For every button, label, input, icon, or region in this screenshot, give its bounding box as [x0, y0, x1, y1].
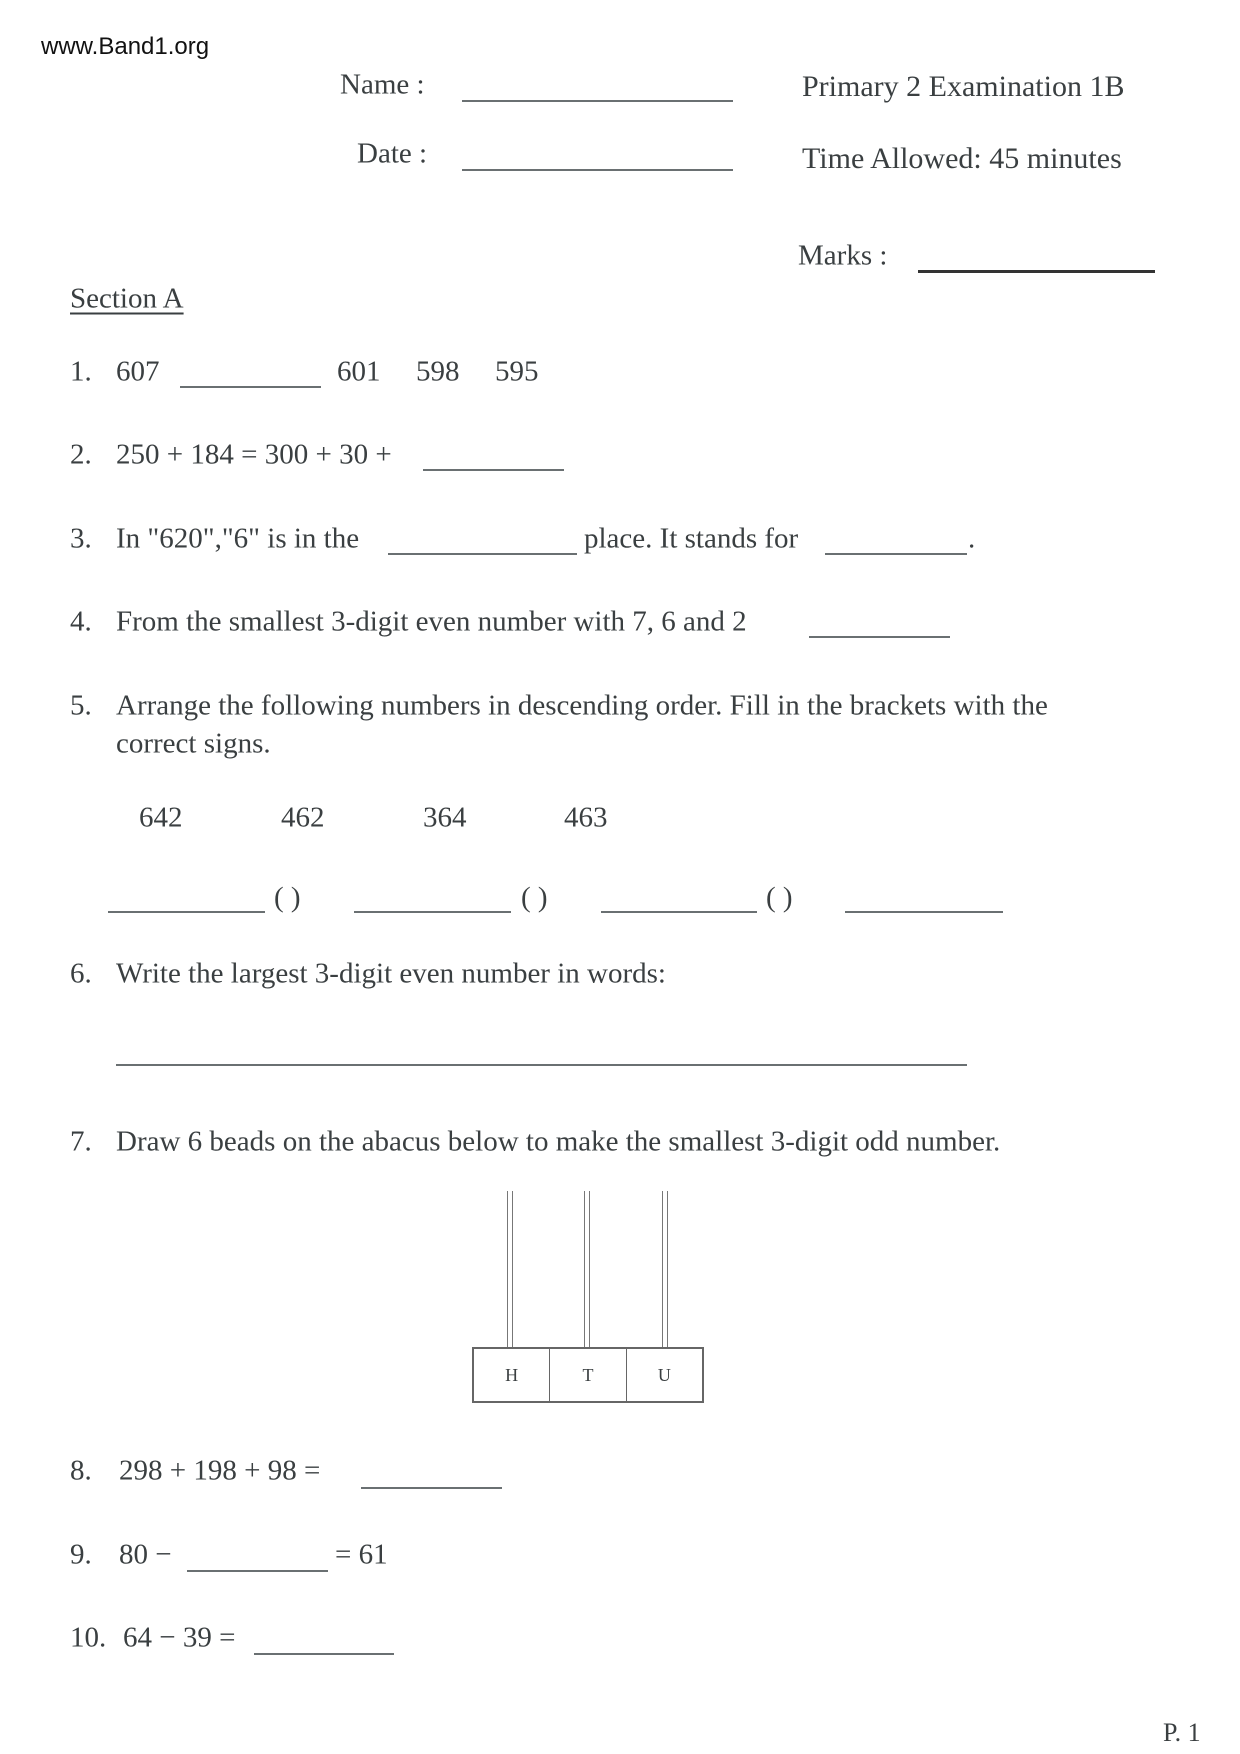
q5-blank[interactable]	[845, 911, 1003, 913]
q5-number-item: 642	[139, 801, 183, 834]
q9-answer-blank[interactable]	[187, 1570, 328, 1572]
q6-number: 6.	[70, 957, 92, 990]
abacus-rod-hundreds[interactable]	[507, 1191, 513, 1348]
q5-line2: correct signs.	[116, 727, 271, 760]
q2-answer-blank[interactable]	[423, 469, 564, 471]
q8-number: 8.	[70, 1454, 92, 1487]
q2-text: 250 + 184 = 300 + 30 +	[116, 438, 392, 471]
q6-text: Write the largest 3-digit even number in words:	[116, 957, 666, 990]
name-label: Name :	[340, 68, 425, 101]
q1-first: 607	[116, 355, 160, 388]
q1-value: 601	[337, 355, 381, 388]
q9-number: 9.	[70, 1538, 92, 1571]
date-field[interactable]	[462, 169, 733, 171]
q5-sign-bracket[interactable]: ( )	[274, 881, 301, 914]
abacus-label-h: H	[474, 1349, 550, 1401]
time-allowed: Time Allowed: 45 minutes	[802, 142, 1122, 175]
q4-number: 4.	[70, 605, 92, 638]
date-label: Date :	[357, 137, 428, 170]
abacus-rod-tens[interactable]	[584, 1191, 590, 1348]
abacus-rod-units[interactable]	[662, 1191, 668, 1348]
abacus-label-u: U	[657, 1364, 671, 1385]
q5-sign-bracket[interactable]: ( )	[766, 881, 793, 914]
q5-sign-bracket[interactable]: ( )	[521, 881, 548, 914]
section-title: Section A	[70, 282, 184, 315]
q1-answer-blank[interactable]	[180, 386, 321, 388]
exam-title: Primary 2 Examination 1B	[802, 70, 1125, 103]
q10-number: 10.	[70, 1621, 107, 1654]
q5-number-item: 364	[423, 801, 467, 834]
q7-number: 7.	[70, 1125, 92, 1158]
q10-answer-blank[interactable]	[254, 1653, 394, 1655]
q5-blank[interactable]	[601, 911, 757, 913]
page-number: P. 1	[1163, 1718, 1201, 1747]
q4-text: From the smallest 3-digit even number with 7, 6 and 2	[116, 605, 747, 638]
q3-text-a: In "620","6" is in the	[116, 522, 360, 555]
q5-blank[interactable]	[108, 911, 265, 913]
q3-value-blank[interactable]	[825, 553, 967, 555]
q5-number-item: 462	[281, 801, 325, 834]
q2-number: 2.	[70, 438, 92, 471]
q4-answer-blank[interactable]	[809, 636, 950, 638]
q3-number: 3.	[70, 522, 92, 555]
q8-text: 298 + 198 + 98 =	[119, 1454, 321, 1487]
q5-line1: Arrange the following numbers in descending order. Fill in the brackets with the	[116, 689, 1048, 722]
q9-text-a: 80 −	[119, 1538, 172, 1571]
marks-field[interactable]	[918, 270, 1155, 273]
q5-number-item: 463	[564, 801, 608, 834]
q3-end: .	[968, 522, 976, 555]
q6-answer-line[interactable]	[116, 1064, 967, 1066]
q7-text: Draw 6 beads on the abacus below to make the smallest 3-digit odd number.	[116, 1125, 1001, 1158]
q1-value: 595	[495, 355, 539, 388]
q10-text: 64 − 39 =	[123, 1621, 236, 1654]
q1-value: 598	[416, 355, 460, 388]
abacus-label-t: T	[550, 1349, 626, 1401]
q9-text-b: = 61	[335, 1538, 388, 1571]
q1-number: 1.	[70, 355, 92, 388]
q3-place-blank[interactable]	[388, 553, 577, 555]
marks-label: Marks :	[798, 239, 888, 272]
q3-text-b: place. It stands for	[584, 522, 799, 555]
q5-number: 5.	[70, 689, 92, 722]
q5-blank[interactable]	[354, 911, 511, 913]
name-field[interactable]	[462, 100, 733, 102]
abacus-base	[472, 1347, 704, 1403]
watermark: www.Band1.org	[41, 33, 210, 60]
q8-answer-blank[interactable]	[361, 1487, 502, 1489]
